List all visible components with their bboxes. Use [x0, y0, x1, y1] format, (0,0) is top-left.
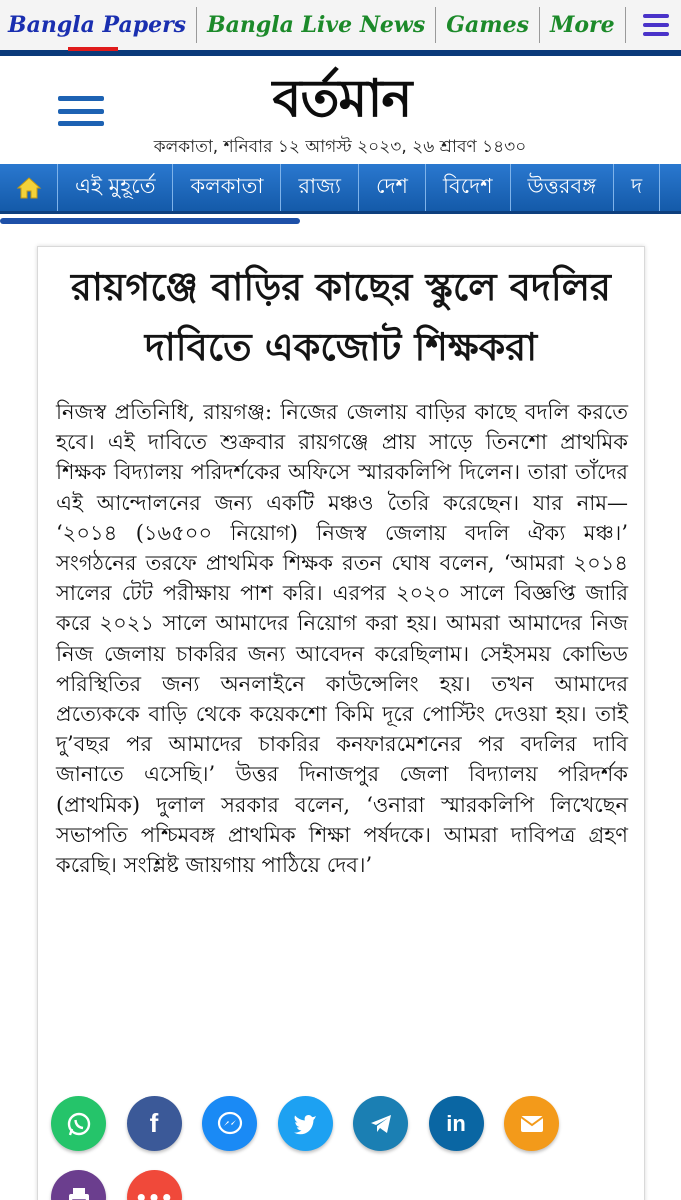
tab-more[interactable] — [540, 7, 626, 43]
whatsapp-share-button[interactable] — [51, 1096, 106, 1151]
newspaper-logo[interactable]: বর্তমান — [272, 68, 412, 129]
dateline: কলকাতা, শনিবার ১২ আগস্ট ২০২৩, ২৬ শ্রাবণ ১৪৩০ — [153, 137, 527, 157]
site-switcher-bar — [0, 0, 681, 56]
nav-item-country[interactable] — [359, 164, 426, 213]
twitter-share-button[interactable] — [278, 1096, 333, 1151]
tab-label: Bangla Live News — [207, 12, 426, 38]
tab-label: Games — [446, 12, 529, 38]
facebook-share-button[interactable] — [127, 1096, 182, 1151]
nav-item-label: দেশ — [375, 174, 408, 198]
telegram-share-button[interactable] — [353, 1096, 408, 1151]
messenger-icon — [217, 1111, 243, 1137]
masthead — [0, 62, 681, 162]
nav-item-label: এই মুহূর্তে — [75, 174, 156, 198]
tab-games[interactable] — [436, 7, 540, 43]
share-buttons — [51, 1096, 559, 1151]
email-share-button[interactable] — [504, 1096, 559, 1151]
nav-item-abroad[interactable] — [426, 164, 511, 213]
nav-item-label: রাজ্য — [298, 174, 341, 198]
nav-item-state[interactable] — [281, 164, 359, 213]
telegram-icon — [369, 1113, 393, 1135]
article-card — [37, 246, 645, 1200]
more-share-button[interactable] — [127, 1170, 182, 1200]
linkedin-share-button[interactable] — [429, 1096, 484, 1151]
tab-bangla-live-news[interactable] — [197, 7, 436, 43]
email-icon — [520, 1115, 544, 1133]
print-share-button[interactable] — [51, 1170, 106, 1200]
nav-item-label: দ — [631, 174, 643, 198]
messenger-share-button[interactable] — [202, 1096, 257, 1151]
whatsapp-icon — [66, 1111, 92, 1137]
nav-item-latest[interactable] — [58, 164, 173, 213]
print-icon — [67, 1187, 91, 1200]
hamburger-menu-icon[interactable] — [58, 96, 104, 126]
active-tab-indicator — [68, 47, 118, 51]
nav-item-label: কলকাতা — [190, 174, 264, 198]
home-icon — [16, 176, 42, 200]
section-nav — [0, 164, 681, 214]
share-buttons-row-2 — [51, 1170, 182, 1200]
article-headline: রায়গঞ্জে বাড়ির কাছের স্কুলে বদলির দাবিতে একজোট শিক্ষকরা — [71, 264, 611, 369]
nav-item-label: উত্তরবঙ্গ — [527, 174, 597, 198]
twitter-icon — [293, 1113, 317, 1135]
nav-item-kolkata[interactable] — [173, 164, 281, 213]
more-icon: ••• — [134, 1185, 174, 1200]
facebook-icon: f — [149, 1108, 159, 1138]
nav-home[interactable] — [0, 164, 58, 213]
tab-bangla-papers[interactable] — [0, 7, 197, 43]
tab-label: More — [549, 12, 615, 38]
nav-item-label: বিদেশ — [442, 174, 493, 198]
nav-item-next[interactable] — [614, 164, 660, 213]
article-body: নিজস্ব প্রতিনিধি, রায়গঞ্জ: নিজের জেলায় বাড়ির কাছে বদলি করতে হবে। এই দাবিতে শুক্রবার রায়গঞ্জে প্রায় সাড়ে তিনশো প্রাথমিক শিক্ষক বিদ্যালয় পরিদর্শকের অফিসে স্মারকলিপি দিলেন। তারা তাঁদের এই আন্দোলনের জন্য একটি মঞ্চও তৈরি করেছেন। যার নাম— ‘২০১৪ (১৬৫০০ নিয়োগ) নিজস্ব জেলায় বদলি ঐক্য মঞ্চ।’ সংগঠনের তরফে প্রাথমিক শিক্ষক রতন ঘোষ বলেন, ‘আমরা ২০১৪ সালের টেট পরীক্ষায় পাশ করি। এরপর ২০২০ সালে বিজ্ঞপ্তি জারি করে ২০২১ সালে আমাদের নিয়োগ করা হয়। আমরা আমাদের নিজ নিজ জেলায় চাকরির জন্য আবেদন করেছিলাম। সেইসময় কোভিড পরিস্থিতির জন্য অনলাইনে কাউন্সেলিং হয়। তখন আমাদের প্রত্যেককে বাড়ি থেকে কয়েকশো কিমি দূরে পোস্টিং দেওয়া হয়। তাই দু’বছর পর আমাদের চাকরির কনফারমেশনের পর বদলির দাবি জানাতে এসেছি।’ উত্তর দিনাজপুর জেলা বিদ্যালয় পরিদর্শক (প্রাথমিক) দুলাল সরকার বলেন, ‘ওনারা স্মারকলিপি লিখেছেন সভাপতি পশ্চিমবঙ্গ প্রাথমিক শিক্ষা পর্ষদকে। আমরা দাবিপত্র গ্রহণ করেছি। সংশ্লিষ্ট জায়গায় পাঠিয়ে দেব।’ — [56, 400, 628, 878]
menu-icon[interactable] — [636, 7, 676, 43]
nav-item-north-bengal[interactable] — [511, 164, 615, 213]
linkedin-icon: in — [446, 1110, 466, 1136]
tab-label: Bangla Papers — [8, 12, 187, 38]
nav-scrollbar[interactable] — [0, 218, 300, 224]
